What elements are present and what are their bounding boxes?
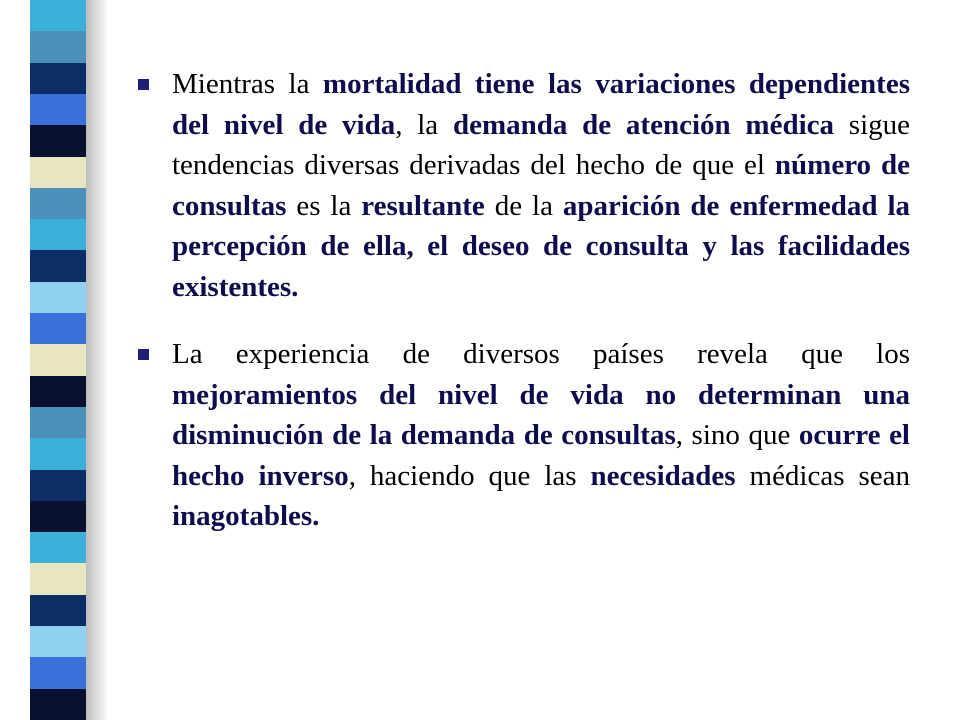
bold-segment: mejoramientos del nivel de vida no determinan una disminución de la demanda de consultas — [172, 378, 910, 451]
bullet-item — [130, 64, 910, 307]
strip-block — [30, 282, 86, 314]
strip-block — [30, 595, 86, 627]
text-segment: Mientras la — [172, 68, 323, 100]
bold-segment: resultante — [361, 189, 485, 222]
text-segment: de la — [484, 189, 563, 222]
bold-segment: número de consultas — [172, 149, 910, 222]
strip-block — [30, 438, 86, 470]
strip-block — [30, 657, 86, 689]
bold-segment: aparición de enfermedad la percepción de ella, el deseo de consulta y las facilidades existentes. — [172, 189, 910, 303]
bullet-text — [172, 334, 910, 537]
text-segment: La experiencia de diversos países revela que los — [172, 338, 910, 370]
bold-segment: mortalidad tiene las variaciones dependientes del nivel de vida — [172, 68, 910, 141]
text-segment: es la — [286, 189, 362, 222]
strip-shadow — [86, 0, 108, 720]
bold-segment: ocurre el hecho inverso — [172, 419, 910, 492]
strip-block — [30, 63, 86, 95]
strip-block — [30, 250, 86, 282]
bold-segment: demanda de atención médica — [452, 108, 835, 141]
strip-block — [30, 219, 86, 251]
strip-block — [30, 407, 86, 439]
bullet-text — [172, 64, 910, 307]
text-segment: , sino que — [675, 419, 799, 451]
strip-block — [30, 501, 86, 533]
strip-block — [30, 344, 86, 376]
strip-block — [30, 470, 86, 502]
strip-block — [30, 188, 86, 220]
bullet-item — [130, 334, 910, 537]
decorative-color-strip — [30, 0, 86, 720]
strip-block — [30, 125, 86, 157]
strip-block — [30, 31, 86, 63]
text-segment: sigue tendencias diversas derivadas del hecho de que el — [172, 108, 911, 181]
text-segment: , la — [395, 108, 453, 141]
square-bullet-icon — [138, 349, 149, 360]
strip-block — [30, 94, 86, 126]
square-bullet-icon — [138, 79, 149, 90]
slide-content — [130, 64, 910, 564]
text-segment: , haciendo que las — [348, 459, 591, 492]
strip-block — [30, 0, 86, 32]
bold-segment: necesidades — [590, 459, 736, 492]
strip-block — [30, 532, 86, 564]
bold-segment: inagotables. — [172, 500, 320, 532]
strip-block — [30, 313, 86, 345]
strip-block — [30, 376, 86, 408]
strip-block — [30, 626, 86, 658]
strip-block — [30, 689, 86, 720]
strip-block — [30, 157, 86, 189]
text-segment: médicas sean — [735, 459, 911, 492]
strip-block — [30, 563, 86, 595]
